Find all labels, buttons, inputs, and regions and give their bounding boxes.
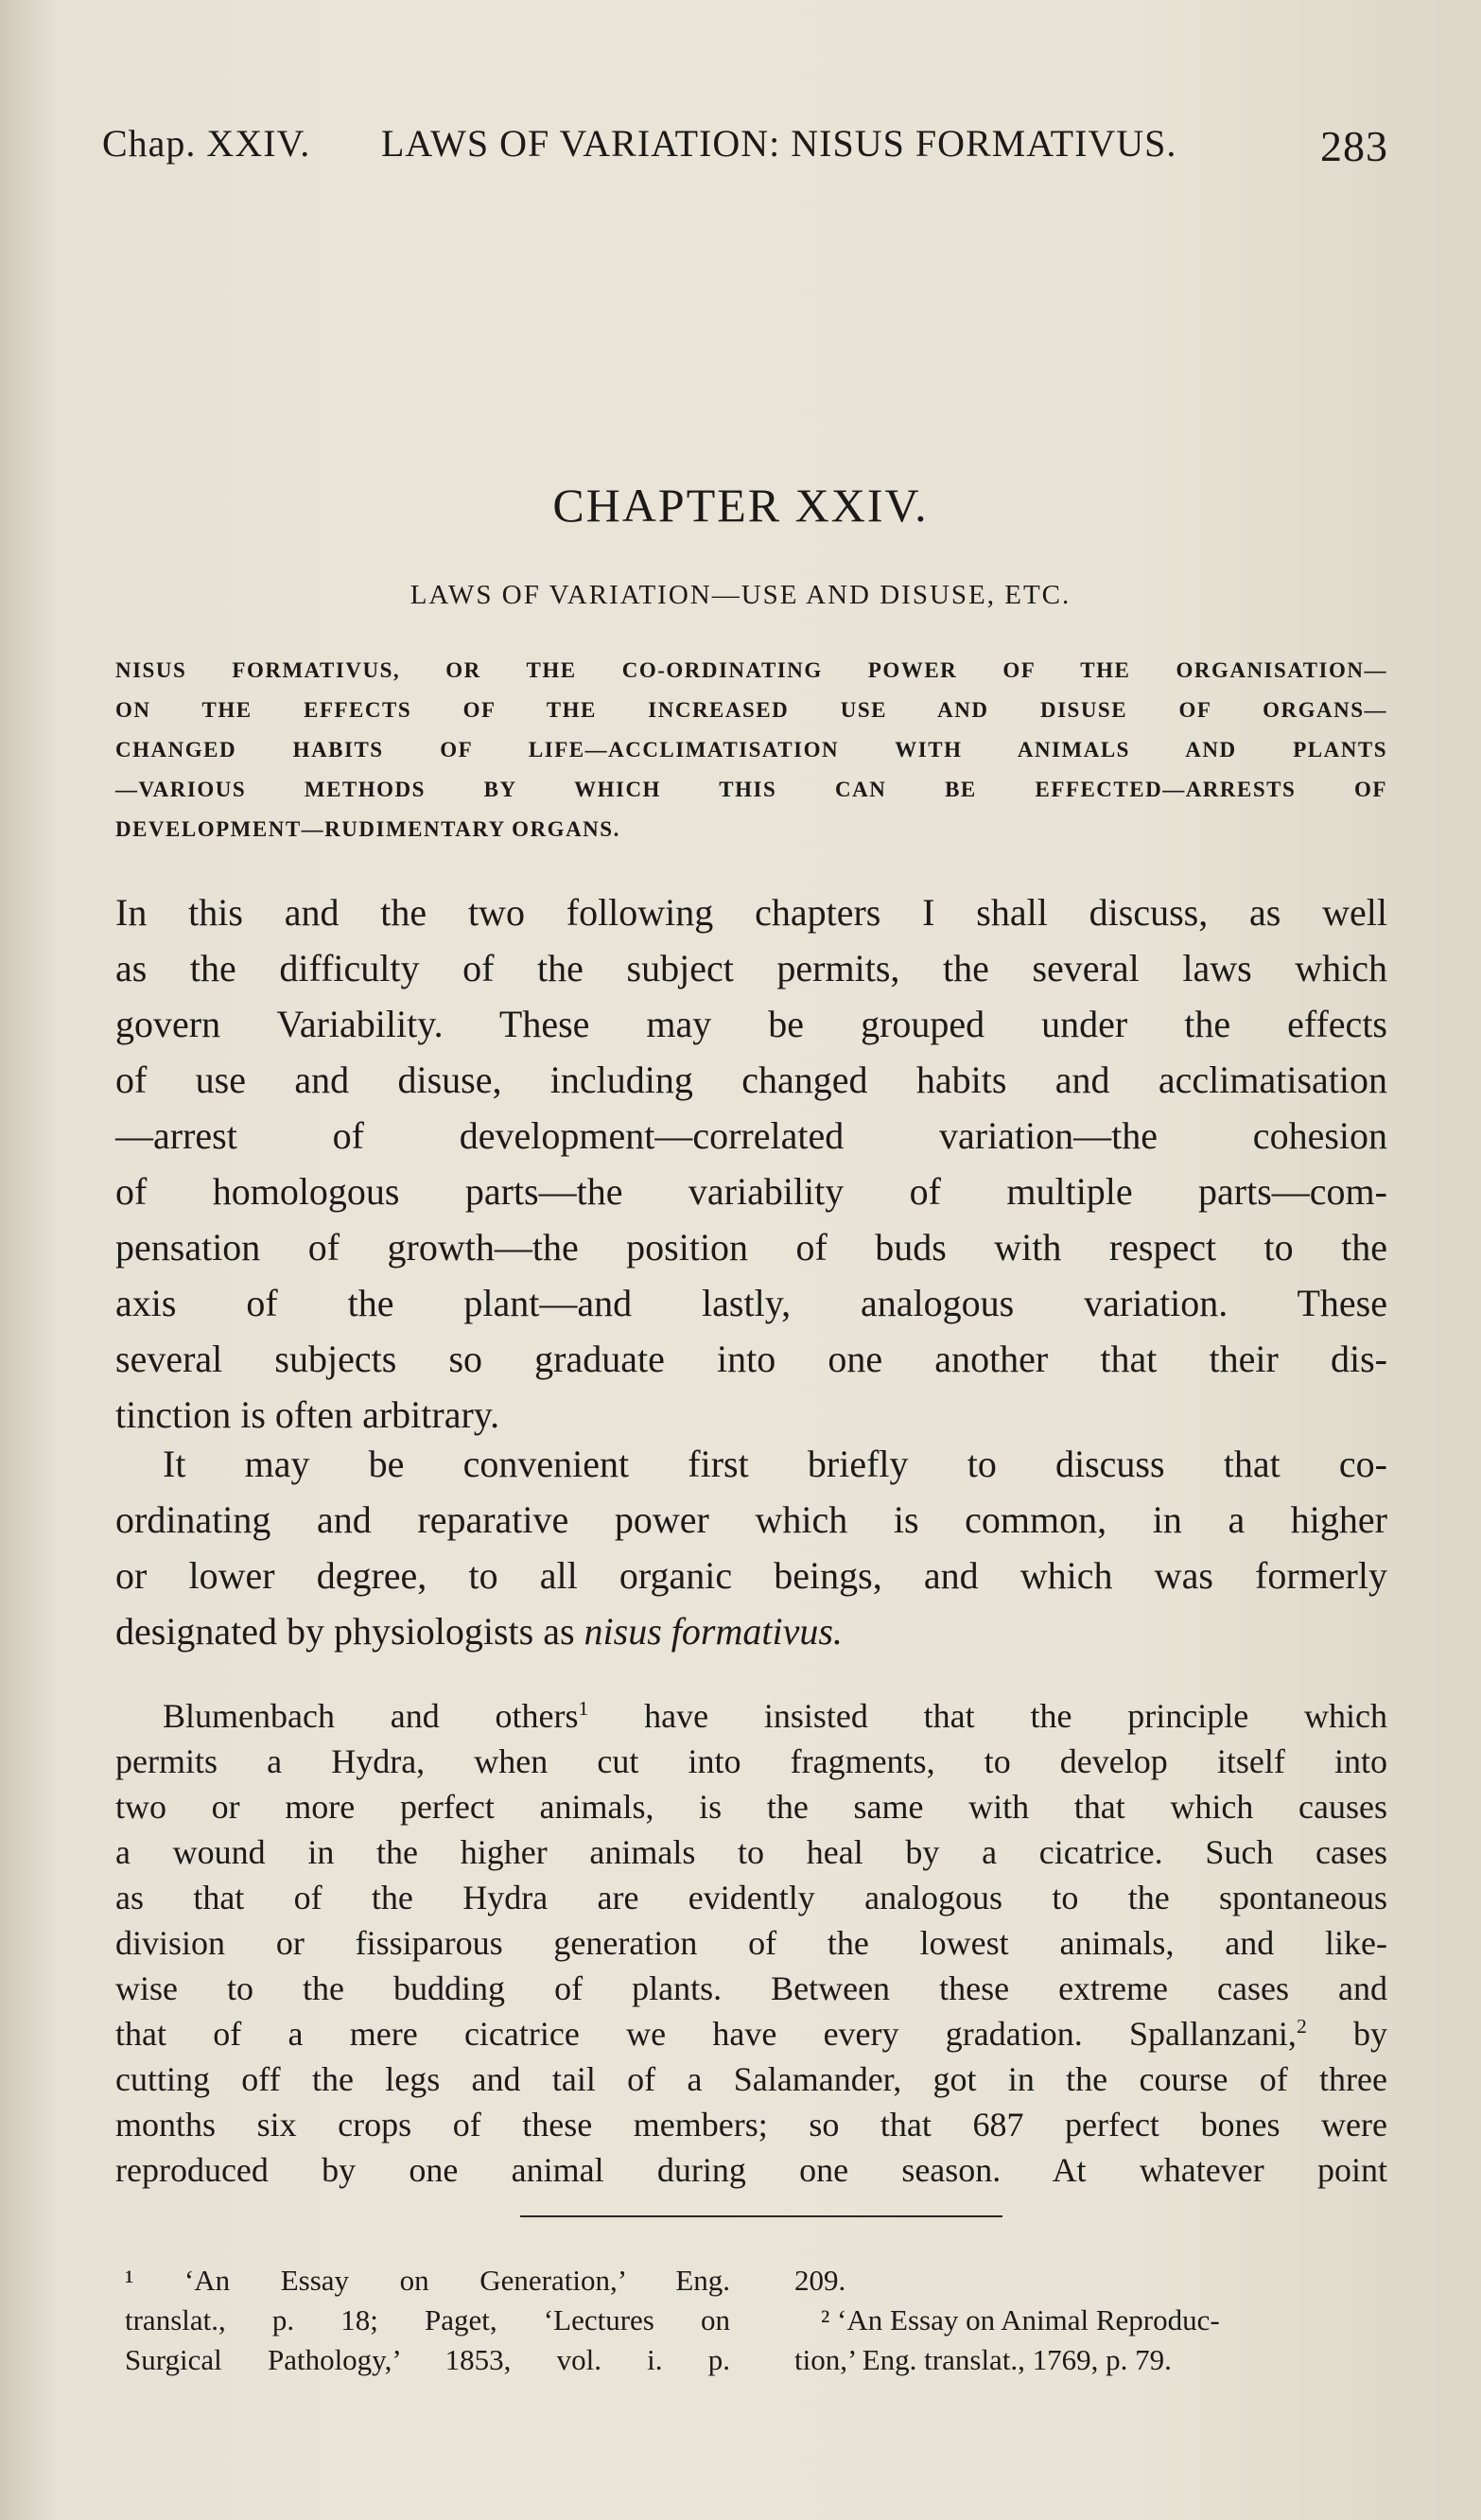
text-run: designated by physiologists as (115, 1610, 584, 1653)
text-line: pensation of growth—the position of buds with respect to the (115, 1226, 1387, 1269)
text-line: two or more perfect animals, is the same with that which causes (115, 1788, 1387, 1826)
text-line: It may be convenient first briefly to discuss that co- (163, 1443, 1387, 1485)
text-line: months six crops of these members; so that 687 perfect bones were (115, 2106, 1387, 2144)
paragraph-intro (115, 884, 1387, 1443)
text-run: by (1306, 2015, 1387, 2053)
text-line: a wound in the higher animals to heal by a cicatrice. Such cases (115, 1833, 1387, 1871)
summary-line: NISUS FORMATIVUS, OR THE CO-ORDINATING POWER OF THE ORGANISATION— (115, 658, 1387, 682)
text-line: ordinating and reparative power which is common, in a higher (115, 1498, 1387, 1541)
text-line: —arrest of development—correlated variation—the cohesion (115, 1114, 1387, 1157)
text-line: wise to the budding of plants. Between these extreme cases and (115, 1969, 1387, 2007)
footnote-divider (520, 2215, 1002, 2217)
text-line (115, 1693, 1387, 1739)
text-line: tinction is often arbitrary. (115, 1393, 500, 1436)
footnote-ref: 2 (1296, 2015, 1307, 2038)
chapter-heading: CHAPTER XXIV. (552, 479, 929, 532)
text-line: of use and disuse, including changed habits and acclimatisation (115, 1059, 1387, 1101)
text-line: cutting off the legs and tail of a Salamander, got in the course of three (115, 2060, 1387, 2098)
text-line: or lower degree, to all organic beings, and which was formerly (115, 1554, 1387, 1597)
summary-line: —VARIOUS METHODS BY WHICH THIS CAN BE EFFECTED—ARRESTS OF (115, 778, 1387, 801)
footnote-left-column (125, 2261, 730, 2380)
text-line: permits a Hydra, when cut into fragments, to develop itself into (115, 1742, 1387, 1780)
text-line: several subjects so graduate into one another that their dis- (115, 1338, 1387, 1380)
footnote-line: tion,’ Eng. translat., 1769, p. 79. (794, 2343, 1172, 2376)
italic-term: nisus formativus. (584, 1610, 843, 1653)
text-run: have insisted that the principle which (588, 1697, 1387, 1735)
text-run: Blumenbach and others (163, 1697, 579, 1735)
text-line: govern Variability. These may be grouped under the effects (115, 1003, 1387, 1045)
paragraph-nisus (115, 1436, 1387, 1659)
footnote-line: ² ‘An Essay on Animal Reproduc- (821, 2303, 1220, 2336)
text-run: that of a mere cicatrice we have every gradation. Spallanzani, (115, 2015, 1297, 2053)
text-line: axis of the plant—and lastly, analogous variation. These (115, 1282, 1387, 1324)
text-line: In this and the two following chapters I shall discuss, as well (115, 891, 1387, 934)
summary-line: DEVELOPMENT—RUDIMENTARY ORGANS. (115, 817, 620, 841)
text-line (115, 2011, 1387, 2056)
footnote-ref: 1 (578, 1697, 589, 1720)
text-line: of homologous parts—the variability of multiple parts—com- (115, 1170, 1387, 1213)
footnote-line: Surgical Pathology,’ 1853, vol. i. p. (125, 2343, 730, 2376)
paragraph-blumenbach (115, 1693, 1387, 2193)
summary-line: ON THE EFFECTS OF THE INCREASED USE AND DISUSE OF ORGANS— (115, 698, 1387, 722)
chapter-summary (115, 651, 1387, 849)
footnote-line: translat., p. 18; Paget, ‘Lectures on (125, 2303, 730, 2336)
footnote-line: ¹ ‘An Essay on Generation,’ Eng. (125, 2264, 730, 2297)
footnote-right-column (794, 2261, 1390, 2380)
text-line: reproduced by one animal during one season. At whatever point (115, 2151, 1387, 2189)
text-line: division or fissiparous generation of the lowest animals, and like- (115, 1924, 1387, 1962)
text-line (115, 1603, 1387, 1659)
chapter-subtitle: LAWS OF VARIATION—USE AND DISUSE, ETC. (409, 580, 1072, 610)
summary-line: CHANGED HABITS OF LIFE—ACCLIMATISATION WITH ANIMALS AND PLANTS (115, 738, 1387, 761)
text-line: as that of the Hydra are evidently analogous to the spontaneous (115, 1879, 1387, 1916)
running-head-title: LAWS OF VARIATION: NISUS FORMATIVUS. (381, 122, 1177, 165)
page-number: 283 (1320, 122, 1388, 170)
footnote-line: 209. (794, 2264, 846, 2297)
running-head (102, 121, 1388, 178)
running-head-chapter: Chap. XXIV. (102, 122, 311, 165)
text-line: as the difficulty of the subject permits, the several laws which (115, 947, 1387, 989)
